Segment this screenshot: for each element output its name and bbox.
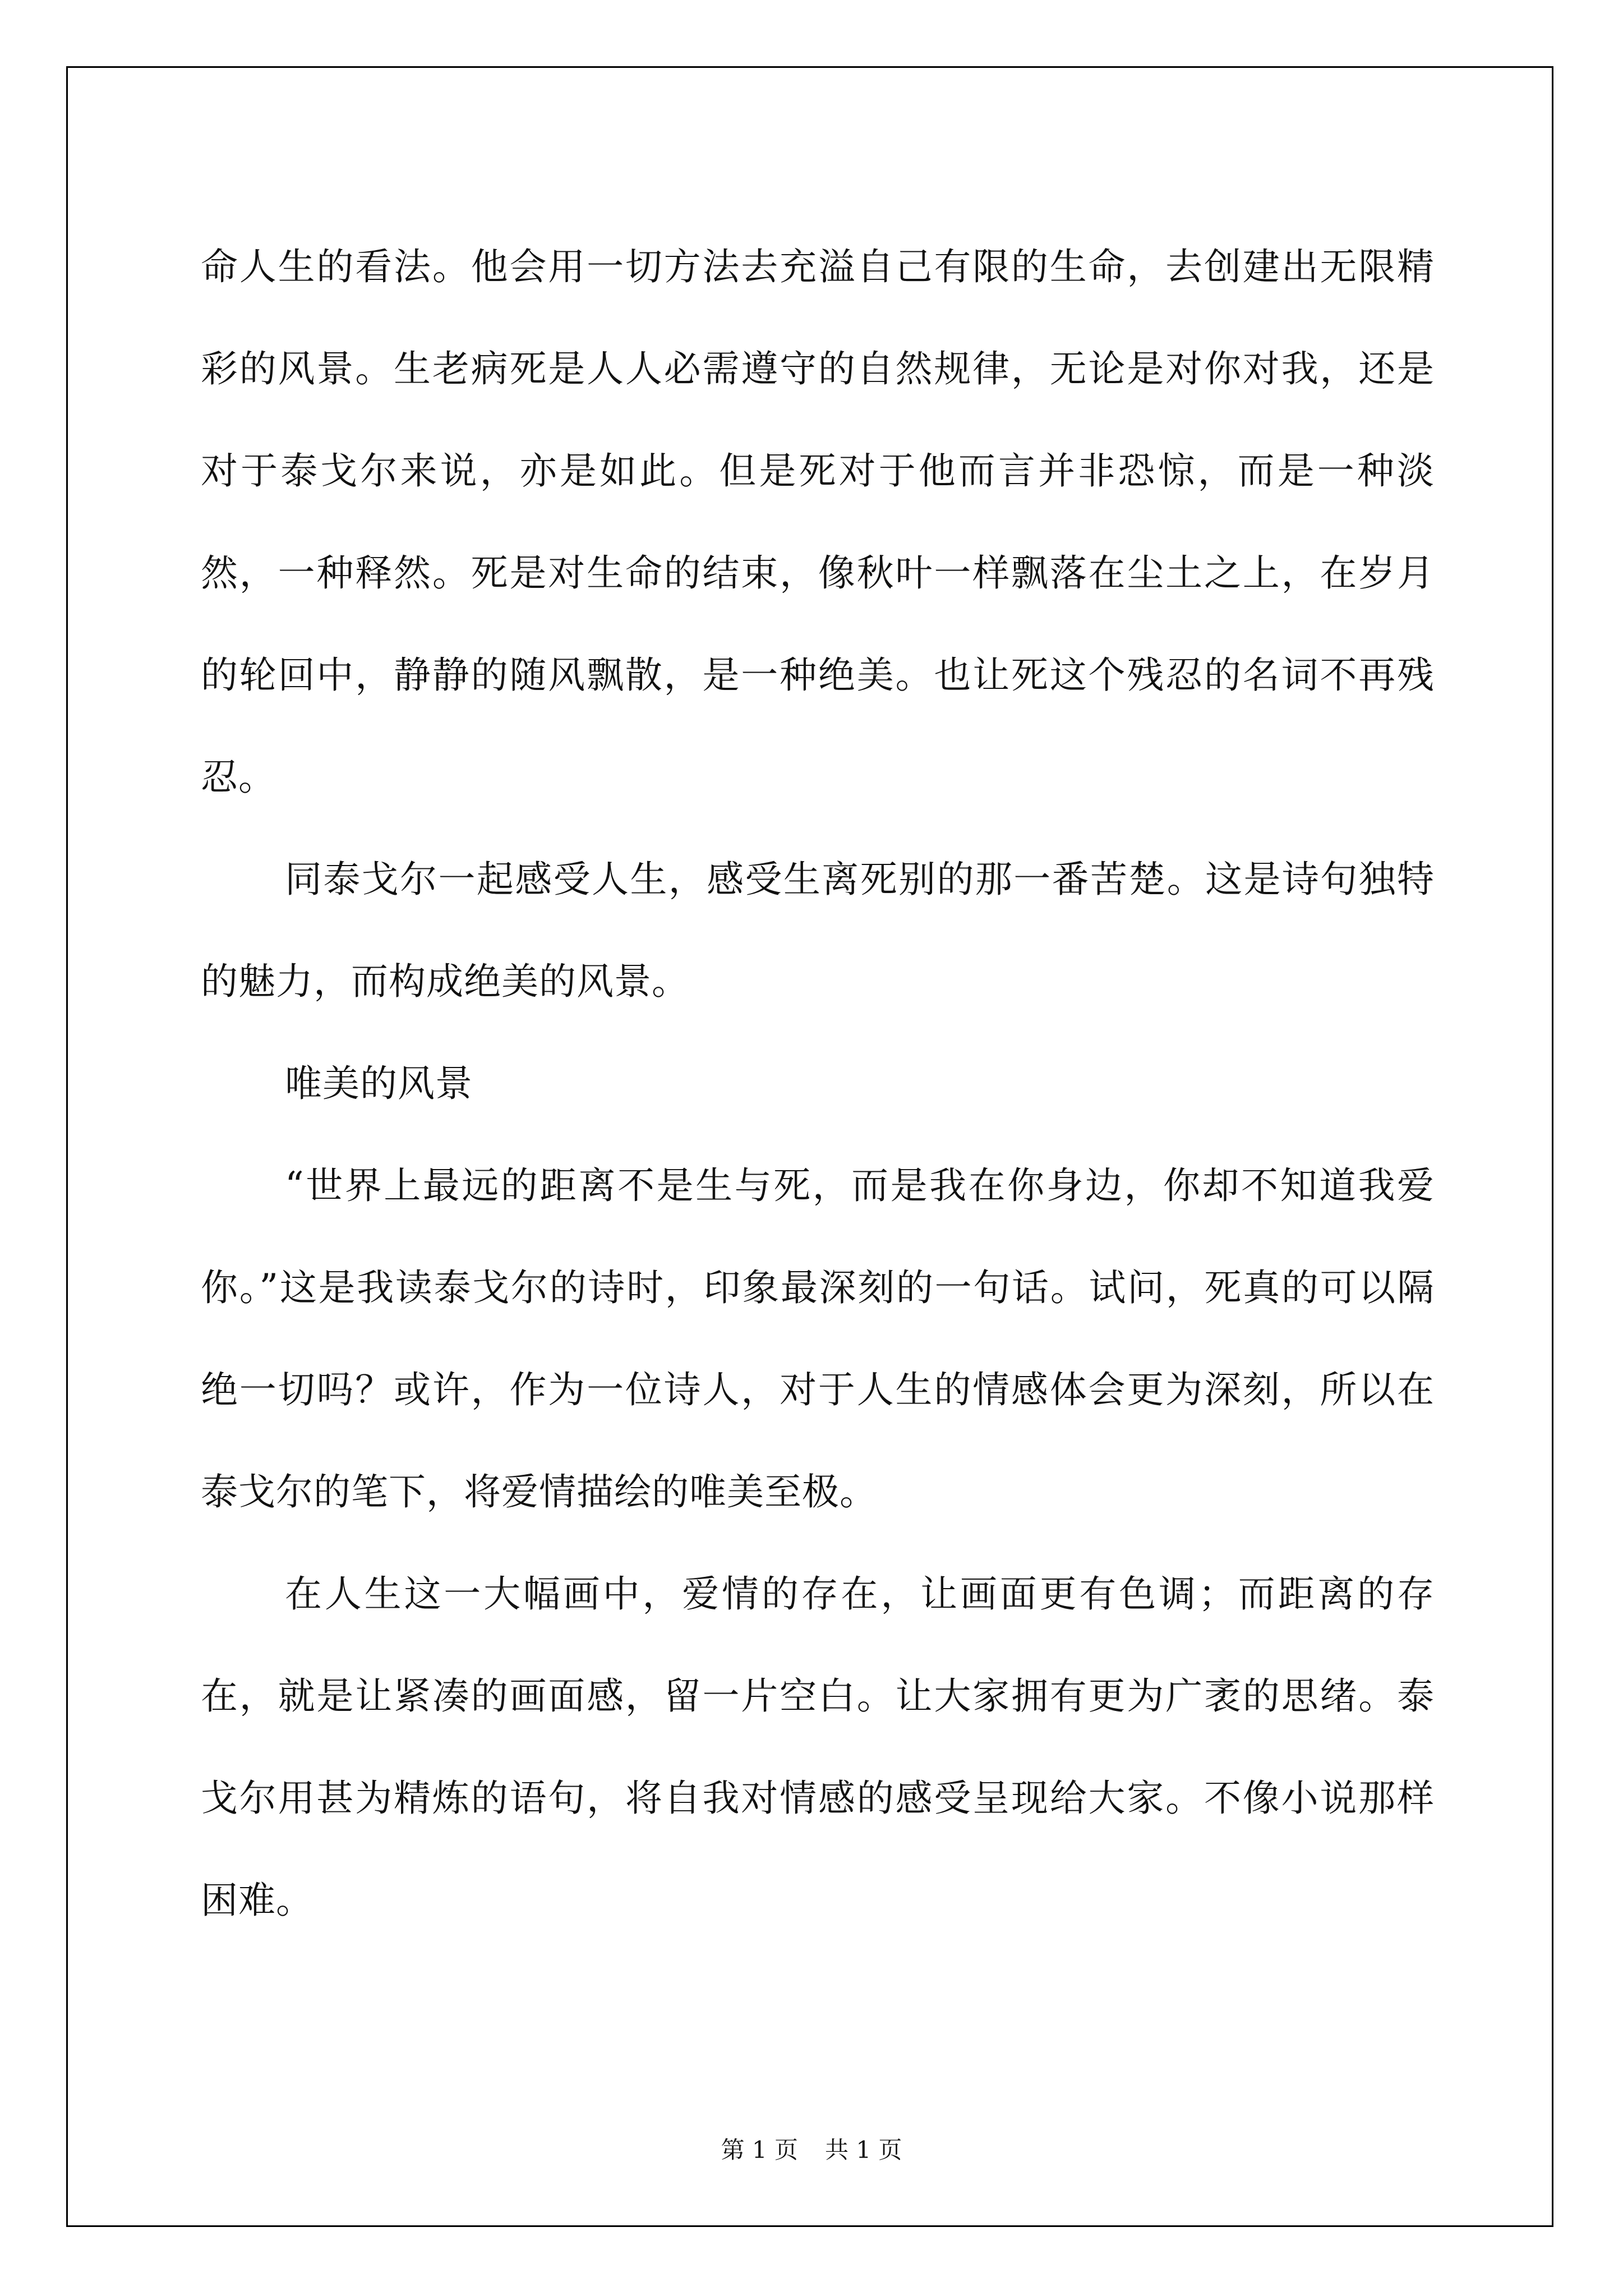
page-number: 第 1 页	[721, 2136, 798, 2164]
page-footer	[0, 2132, 1623, 2165]
page-total: 共 1 页	[825, 2136, 902, 2164]
paragraph-3: “世界上最远的距离不是生与死，而是我在你身边，你却不知道我爱你。”这是我读泰戈尔的诗时，印象最深刻的一句话。试问，死真的可以隔绝一切吗？或许，作为一位诗人，对于人生的情感体会更为深刻，所以在泰戈尔的笔下，将爱情描绘的唯美至极。	[201, 1164, 1435, 1513]
document-body	[201, 216, 1435, 1952]
paragraph-1: 命人生的看法。他会用一切方法去充溢自己有限的生命，去创建出无限精彩的风景。生老病死是人人必需遵守的自然规律，无论是对你对我，还是对于泰戈尔来说，亦是如此。但是死对于他而言并非恐惊，而是一种淡然，一种释然。死是对生命的结束，像秋叶一样飘落在尘土之上，在岁月的轮回中，静静的随风飘散，是一种绝美。也让死这个残忍的名词不再残忍。	[201, 245, 1435, 799]
paragraph-4: 在人生这一大幅画中，爱情的存在，让画面更有色调；而距离的存在，就是让紧凑的画面感，留一片空白。让大家拥有更为广袤的思绪。泰戈尔用甚为精炼的语句，将自我对情感的感受呈现给大家。不像小说那样困难。	[201, 1572, 1435, 1922]
paragraph-2: 同泰戈尔一起感受人生，感受生离死别的那一番苦楚。这是诗句独特的魅力，而构成绝美的风景。	[201, 858, 1435, 1003]
section-heading: 唯美的风景	[285, 1062, 473, 1105]
